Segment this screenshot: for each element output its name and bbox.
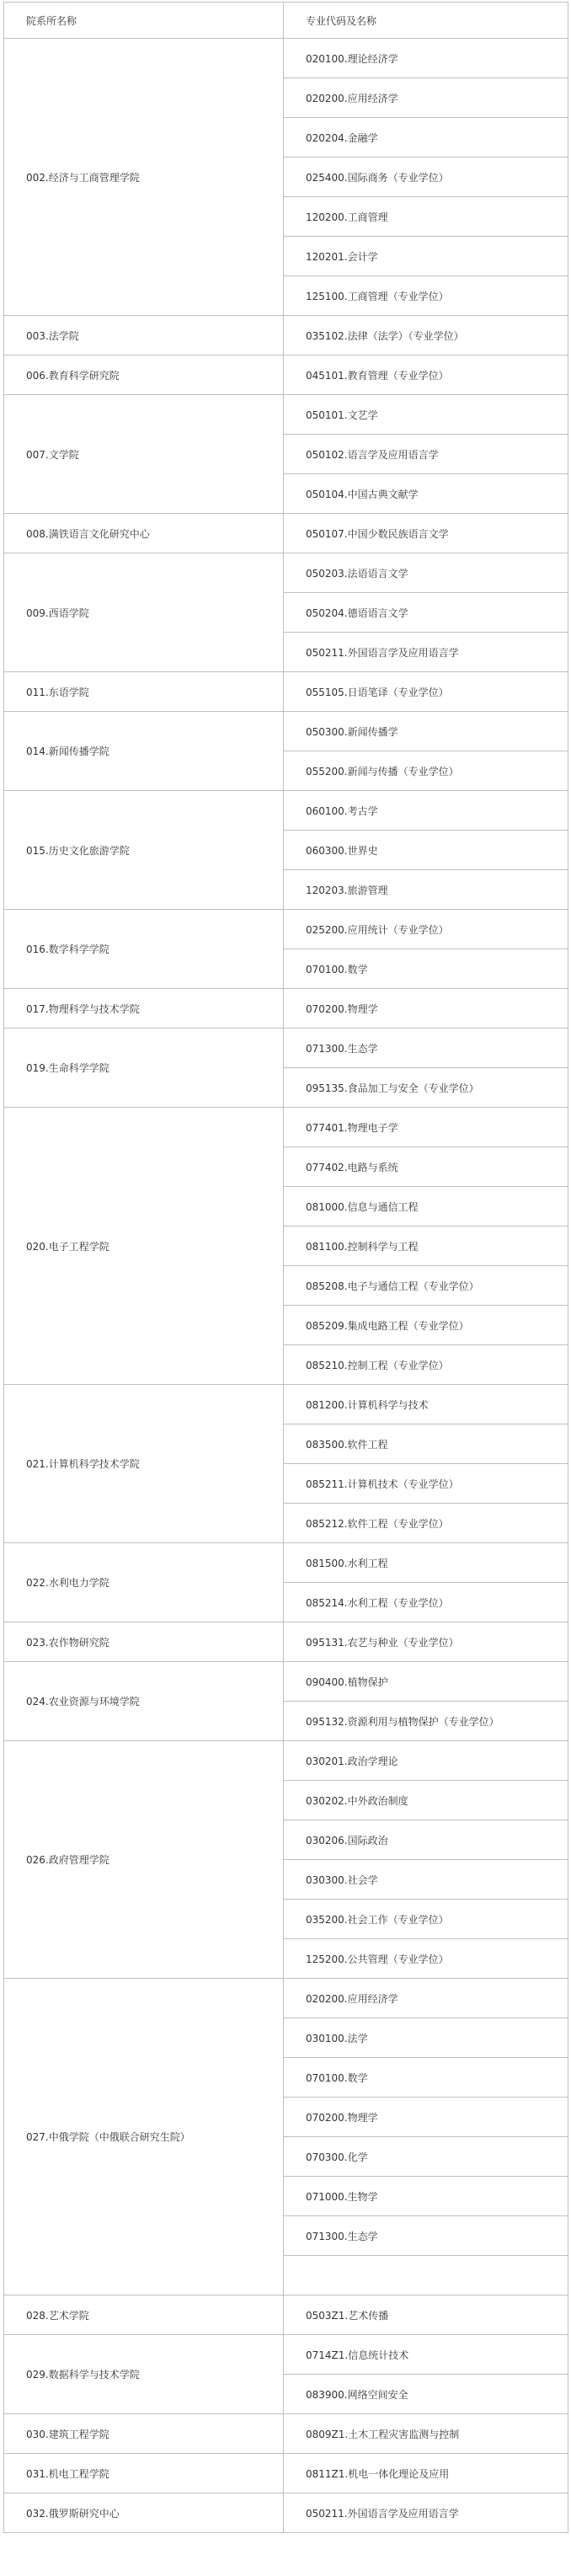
table-row — [4, 355, 568, 395]
major-code-name: 085209.集成电路工程（专业学位） — [284, 1306, 568, 1345]
major-code-name: 0503Z1.艺术传播 — [284, 2295, 568, 2335]
major-code-name: 085214.水利工程（专业学位） — [284, 1583, 568, 1622]
major-code-name: 070100.数学 — [284, 949, 568, 989]
major-code-name: 070200.物理学 — [284, 2098, 568, 2137]
major-code-name: 050104.中国古典文献学 — [284, 474, 568, 514]
table-row — [4, 712, 568, 751]
major-code-name: 077402.电路与系统 — [284, 1147, 568, 1187]
major-code-name: 050203.法语语言文学 — [284, 553, 568, 593]
major-code-name: 070300.化学 — [284, 2137, 568, 2177]
table-row — [4, 395, 568, 435]
header-row — [4, 3, 568, 39]
dept-name: 007.文学院 — [4, 395, 284, 514]
dept-name: 014.新闻传播学院 — [4, 712, 284, 791]
table-row — [4, 1108, 568, 1147]
major-code-name: 083900.网络空间安全 — [284, 2375, 568, 2414]
major-code-name: 050107.中国少数民族语言文学 — [284, 514, 568, 553]
table-row — [4, 1741, 568, 1781]
table-row — [4, 2414, 568, 2454]
major-code-name: 045101.教育管理（专业学位） — [284, 355, 568, 395]
major-code-name: 050211.外国语言学及应用语言学 — [284, 633, 568, 672]
table-row — [4, 514, 568, 553]
major-code-name: 095135.食品加工与安全（专业学位） — [284, 1068, 568, 1108]
dept-name: 017.物理科学与技术学院 — [4, 989, 284, 1029]
major-code-name: 050101.文艺学 — [284, 395, 568, 435]
major-code-name: 125100.工商管理（专业学位） — [284, 276, 568, 316]
major-code-name: 020200.应用经济学 — [284, 78, 568, 118]
dept-name: 022.水利电力学院 — [4, 1543, 284, 1622]
table-row — [4, 1979, 568, 2018]
dept-name: 032.俄罗斯研究中心 — [4, 2493, 284, 2533]
major-code-name: 120201.会计学 — [284, 237, 568, 276]
header-dept: 院系所名称 — [4, 3, 284, 39]
major-code-name: 060100.考古学 — [284, 791, 568, 831]
header-major: 专业代码及名称 — [284, 3, 568, 39]
major-code-name: 081000.信息与通信工程 — [284, 1187, 568, 1227]
major-code-name: 090400.植物保护 — [284, 1662, 568, 1702]
major-code-name: 120200.工商管理 — [284, 197, 568, 237]
major-code-name: 0714Z1.信息统计技术 — [284, 2335, 568, 2375]
major-code-name: 0809Z1.土木工程灾害监测与控制 — [284, 2414, 568, 2454]
major-code-name: 0811Z1.机电一体化理论及应用 — [284, 2454, 568, 2493]
major-code-name: 085208.电子与通信工程（专业学位） — [284, 1266, 568, 1306]
major-code-name: 085212.软件工程（专业学位） — [284, 1504, 568, 1543]
major-code-name: 050102.语言学及应用语言学 — [284, 435, 568, 474]
major-code-name: 035102.法律（法学）（专业学位） — [284, 316, 568, 355]
table-row — [4, 553, 568, 593]
table-row — [4, 672, 568, 712]
major-code-name: 050204.德语语言文学 — [284, 593, 568, 633]
dept-name: 026.政府管理学院 — [4, 1741, 284, 1979]
major-code-name: 060300.世界史 — [284, 831, 568, 870]
major-code-name: 085210.控制工程（专业学位） — [284, 1345, 568, 1385]
dept-name: 031.机电工程学院 — [4, 2454, 284, 2493]
table-row — [4, 316, 568, 355]
major-code-name: 025200.应用统计（专业学位） — [284, 910, 568, 949]
table-row — [4, 39, 568, 78]
dept-name: 023.农作物研究院 — [4, 1622, 284, 1662]
major-code-name: 125200.公共管理（专业学位） — [284, 1939, 568, 1979]
table-row — [4, 910, 568, 949]
major-code-name: 030300.社会学 — [284, 1860, 568, 1900]
table-row — [4, 1662, 568, 1702]
major-code-name: 030100.法学 — [284, 2018, 568, 2058]
major-code-name: 070100.数学 — [284, 2058, 568, 2098]
dept-name: 021.计算机科学技术学院 — [4, 1385, 284, 1543]
table-row — [4, 2295, 568, 2335]
dept-name: 009.西语学院 — [4, 553, 284, 672]
dept-name: 003.法学院 — [4, 316, 284, 355]
dept-name: 015.历史文化旅游学院 — [4, 791, 284, 910]
major-code-name: 071300.生态学 — [284, 2216, 568, 2256]
dept-name: 020.电子工程学院 — [4, 1108, 284, 1385]
dept-name: 028.艺术学院 — [4, 2295, 284, 2335]
major-code-name: 020100.理论经济学 — [284, 39, 568, 78]
major-code-name: 085211.计算机技术（专业学位） — [284, 1464, 568, 1504]
major-code-name: 050211.外国语言学及应用语言学 — [284, 2493, 568, 2533]
major-code-name: 035200.社会工作（专业学位） — [284, 1900, 568, 1939]
major-code-name: 020200.应用经济学 — [284, 1979, 568, 2018]
table-row — [4, 2335, 568, 2375]
table-row — [4, 2493, 568, 2533]
table-row — [4, 989, 568, 1029]
major-code-name: 070200.物理学 — [284, 989, 568, 1029]
major-code-name: 030202.中外政治制度 — [284, 1781, 568, 1820]
major-code-name: 055105.日语笔译（专业学位） — [284, 672, 568, 712]
major-code-name: 055200.新闻与传播（专业学位） — [284, 751, 568, 791]
major-code-name: 020204.金融学 — [284, 118, 568, 158]
dept-name: 019.生命科学学院 — [4, 1029, 284, 1108]
dept-name: 030.建筑工程学院 — [4, 2414, 284, 2454]
table-row — [4, 1543, 568, 1583]
major-code-name: 071300.生态学 — [284, 1029, 568, 1068]
dept-name: 016.数学科学学院 — [4, 910, 284, 989]
major-code-name: 071000.生物学 — [284, 2177, 568, 2216]
dept-name: 002.经济与工商管理学院 — [4, 39, 284, 316]
major-code-name: 050300.新闻传播学 — [284, 712, 568, 751]
table-row — [4, 1622, 568, 1662]
major-code-name: 081100.控制科学与工程 — [284, 1227, 568, 1266]
major-code-name: 030201.政治学理论 — [284, 1741, 568, 1781]
major-code-name: 077401.物理电子学 — [284, 1108, 568, 1147]
major-code-name: 095131.农艺与种业（专业学位） — [284, 1622, 568, 1662]
major-code-name — [284, 2256, 568, 2295]
table-row — [4, 791, 568, 831]
table-row — [4, 1385, 568, 1424]
program-table — [3, 2, 568, 2533]
dept-name: 008.满铁语言文化研究中心 — [4, 514, 284, 553]
dept-name: 011.东语学院 — [4, 672, 284, 712]
table-row — [4, 2454, 568, 2493]
major-code-name: 030206.国际政治 — [284, 1820, 568, 1860]
major-code-name: 095132.资源利用与植物保护（专业学位） — [284, 1702, 568, 1741]
dept-name: 029.数据科学与技术学院 — [4, 2335, 284, 2414]
table-body — [4, 39, 568, 2533]
major-code-name: 025400.国际商务（专业学位） — [284, 158, 568, 197]
table-row — [4, 1029, 568, 1068]
dept-name: 006.教育科学研究院 — [4, 355, 284, 395]
major-code-name: 083500.软件工程 — [284, 1424, 568, 1464]
dept-name: 027.中俄学院（中俄联合研究生院） — [4, 1979, 284, 2295]
major-code-name: 081500.水利工程 — [284, 1543, 568, 1583]
major-code-name: 120203.旅游管理 — [284, 870, 568, 910]
dept-name: 024.农业资源与环境学院 — [4, 1662, 284, 1741]
major-code-name: 081200.计算机科学与技术 — [284, 1385, 568, 1424]
